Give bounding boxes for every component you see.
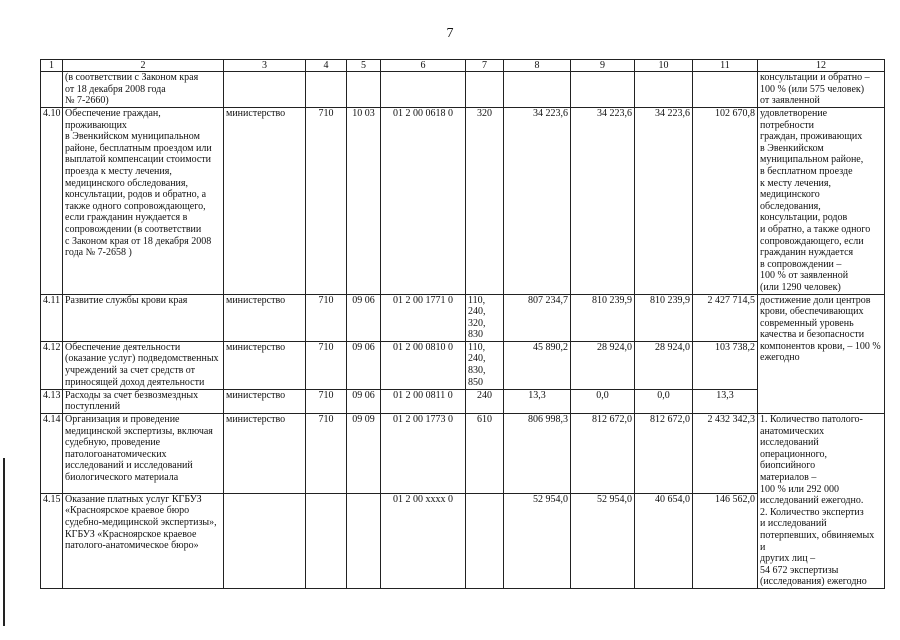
cell-name: Обеспечение деятельности (оказание услуг) подведомственных учреждений за счет средств от приносящей доход деятельности	[63, 341, 224, 389]
cell-empty	[381, 72, 466, 108]
header-row	[41, 60, 885, 72]
cell-grbs-code	[306, 493, 347, 588]
header-col-7: 7	[466, 60, 504, 72]
cell-total: 2 432 342,3	[693, 414, 758, 494]
cell-result: консультации и обратно – 100 % (или 575 человек) от заявленной	[758, 72, 885, 108]
table-row-continuation	[41, 72, 885, 108]
cell-empty	[504, 72, 571, 108]
cell-year-2: 0,0	[571, 389, 635, 413]
header-col-3: 3	[224, 60, 306, 72]
cell-num: 4.11	[41, 294, 63, 341]
cell-grbs: министерство	[224, 414, 306, 494]
cell-result: 1. Количество патолого- анатомических исследований операционного, биопсийного материалов – 100 % или 292 000 исследований ежегодно. 2. Количество экспертиз и исследований потерпевших, обвиняемых и других лиц – 54 672 экспертизы (исследования) ежегодно	[758, 414, 885, 589]
cell-grbs: министерство	[224, 108, 306, 295]
cell-grbs: министерство	[224, 389, 306, 413]
cell-empty	[635, 72, 693, 108]
cell-year-2: 812 672,0	[571, 414, 635, 494]
cell-num: 4.12	[41, 341, 63, 389]
table-row-4-10	[41, 108, 885, 295]
cell-year-2: 28 924,0	[571, 341, 635, 389]
cell-name: (в соответствии с Законом края от 18 декабря 2008 года № 7-2660)	[63, 72, 224, 108]
header-col-11: 11	[693, 60, 758, 72]
cell-year-3: 34 223,6	[635, 108, 693, 295]
cell-target-code: 01 2 00 0811 0	[381, 389, 466, 413]
cell-year-3: 28 924,0	[635, 341, 693, 389]
cell-section: 09 09	[347, 414, 381, 494]
table-row-4-11	[41, 294, 885, 341]
cell-num	[41, 72, 63, 108]
cell-empty	[571, 72, 635, 108]
cell-year-2: 52 954,0	[571, 493, 635, 588]
cell-empty	[466, 72, 504, 108]
cell-year-2: 34 223,6	[571, 108, 635, 295]
cell-section: 09 06	[347, 294, 381, 341]
header-col-4: 4	[306, 60, 347, 72]
cell-name: Развитие службы крови края	[63, 294, 224, 341]
cell-expense-type: 110, 240, 830, 850	[466, 341, 504, 389]
cell-expense-type	[466, 493, 504, 588]
cell-expense-type: 240	[466, 389, 504, 413]
scan-margin-line	[3, 458, 5, 626]
cell-year-3: 812 672,0	[635, 414, 693, 494]
cell-num: 4.10	[41, 108, 63, 295]
cell-year-3: 0,0	[635, 389, 693, 413]
cell-year-1: 807 234,7	[504, 294, 571, 341]
cell-total: 146 562,0	[693, 493, 758, 588]
cell-target-code: 01 2 00 0618 0	[381, 108, 466, 295]
cell-grbs-code: 710	[306, 389, 347, 413]
cell-total: 13,3	[693, 389, 758, 413]
page-number: 7	[446, 26, 454, 41]
cell-year-3: 40 654,0	[635, 493, 693, 588]
cell-total: 2 427 714,5	[693, 294, 758, 341]
cell-expense-type: 610	[466, 414, 504, 494]
header-col-1: 1	[41, 60, 63, 72]
cell-grbs-code: 710	[306, 341, 347, 389]
cell-grbs	[224, 493, 306, 588]
cell-num: 4.13	[41, 389, 63, 413]
cell-section: 09 06	[347, 389, 381, 413]
cell-year-3: 810 239,9	[635, 294, 693, 341]
cell-grbs: министерство	[224, 341, 306, 389]
cell-total: 103 738,2	[693, 341, 758, 389]
cell-year-1: 45 890,2	[504, 341, 571, 389]
cell-expense-type: 320	[466, 108, 504, 295]
program-activities-table	[40, 59, 885, 589]
table-row-4-14	[41, 414, 885, 494]
cell-grbs-code: 710	[306, 414, 347, 494]
cell-empty	[693, 72, 758, 108]
cell-total: 102 670,8	[693, 108, 758, 295]
cell-target-code: 01 2 00 0810 0	[381, 341, 466, 389]
cell-grbs-code: 710	[306, 294, 347, 341]
cell-result: удовлетворение потребности граждан, проживающих в Эвенкийском муниципальном районе, в бесплатном проезде к месту лечения, медицинского обследования, консультации, родов и обратно, а также одного сопровождающего, если гражданин нуждается в сопровождении – 100 % от заявленной (или 1290 человек)	[758, 108, 885, 295]
cell-name: Обеспечение граждан, проживающих в Эвенкийском муниципальном районе, бесплатным проездом или выплатой компенсации стоимости проезда к месту лечения, медицинского обследования, консультации, родов и обратно, а также одного сопровождающего, если гражданин нуждается в сопровождении (в соответствии с Законом края от 18 декабря 2008 года № 7-2658 )	[63, 108, 224, 295]
header-col-9: 9	[571, 60, 635, 72]
header-col-12: 12	[758, 60, 885, 72]
cell-target-code: 01 2 00 хххх 0	[381, 493, 466, 588]
cell-section	[347, 493, 381, 588]
cell-year-1: 806 998,3	[504, 414, 571, 494]
cell-name: Расходы за счет безвозмездных поступлений	[63, 389, 224, 413]
cell-year-1: 34 223,6	[504, 108, 571, 295]
cell-empty	[224, 72, 306, 108]
cell-section: 10 03	[347, 108, 381, 295]
header-col-2: 2	[63, 60, 224, 72]
header-col-6: 6	[381, 60, 466, 72]
cell-grbs-code: 710	[306, 108, 347, 295]
cell-empty	[306, 72, 347, 108]
cell-num: 4.15	[41, 493, 63, 588]
cell-target-code: 01 2 00 1771 0	[381, 294, 466, 341]
cell-name: Организация и проведение медицинской экспертизы, включая судебную, проведение патологоанатомических исследований и исследований биологического материала	[63, 414, 224, 494]
header-col-10: 10	[635, 60, 693, 72]
cell-name: Оказание платных услуг КГБУЗ «Красноярское краевое бюро судебно-медицинской экспертизы», КГБУЗ «Красноярское краевое патолого-анатомическое бюро»	[63, 493, 224, 588]
cell-grbs: министерство	[224, 294, 306, 341]
header-col-8: 8	[504, 60, 571, 72]
cell-year-1: 13,3	[504, 389, 571, 413]
header-col-5: 5	[347, 60, 381, 72]
cell-year-1: 52 954,0	[504, 493, 571, 588]
cell-empty	[347, 72, 381, 108]
cell-target-code: 01 2 00 1773 0	[381, 414, 466, 494]
cell-expense-type: 110, 240, 320, 830	[466, 294, 504, 341]
cell-section: 09 06	[347, 341, 381, 389]
cell-num: 4.14	[41, 414, 63, 494]
cell-result: достижение доли центров крови, обеспечивающих современный уровень качества и безопасности компонентов крови, – 100 % ежегодно	[758, 294, 885, 414]
cell-year-2: 810 239,9	[571, 294, 635, 341]
